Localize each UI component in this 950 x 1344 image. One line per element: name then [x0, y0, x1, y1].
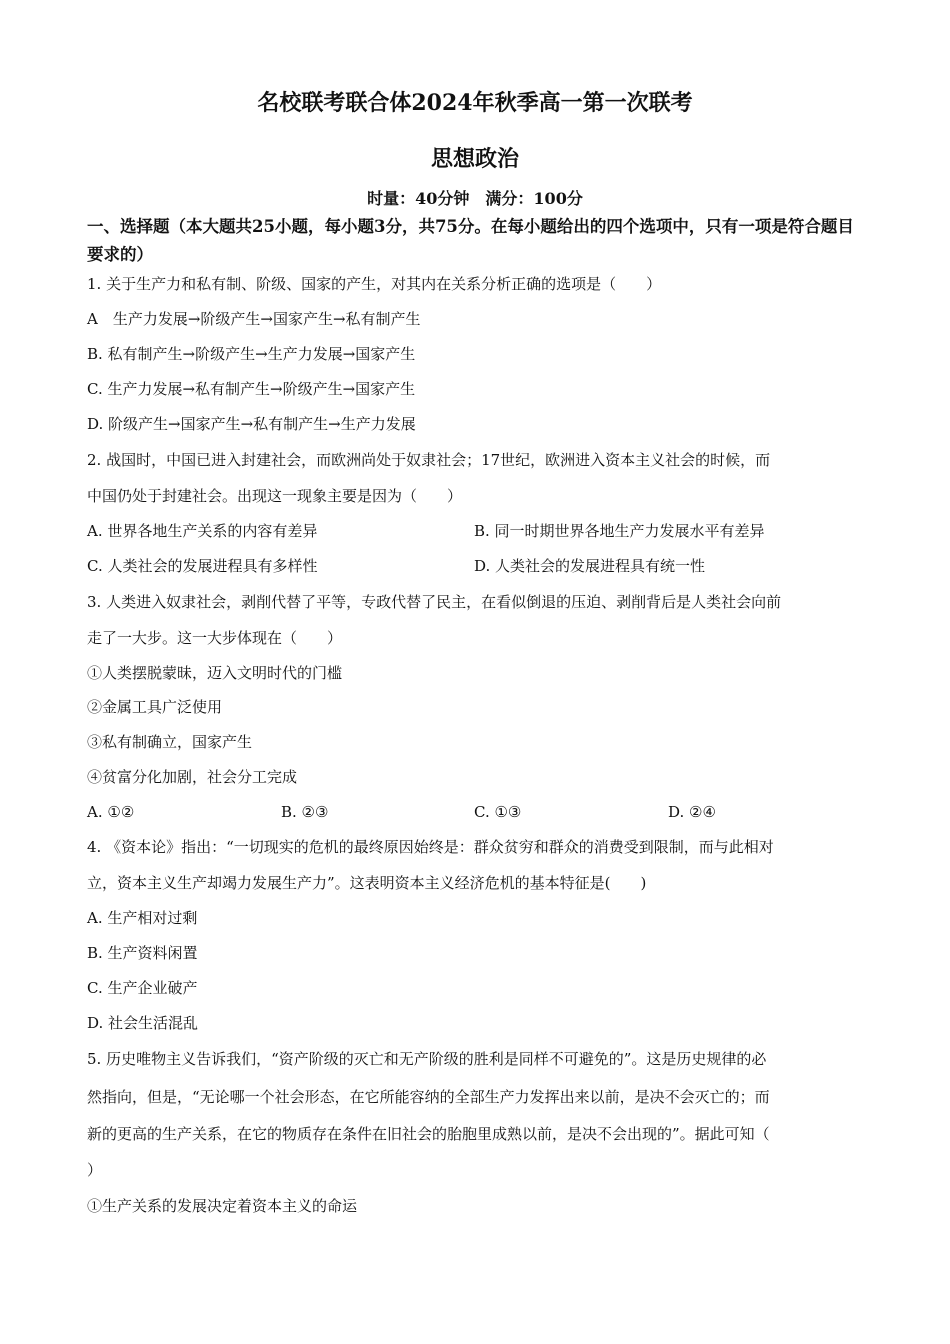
q5-statement-1: ①生产关系的发展决定着资本主义的命运: [87, 1197, 358, 1215]
q5-stem-line4: ）: [87, 1161, 103, 1179]
q3-statement-4: ④贫富分化加剧，社会分工完成: [87, 768, 298, 786]
subject-title: 思想政治: [430, 146, 519, 172]
section-heading: 一、选择题（本大题共25小题，每小题3分，共75分。在每小题给出的四个选项中，只有一项是符合题目要求的）: [87, 217, 854, 264]
q3-statement-1: ①人类摆脱蒙昧，迈入文明时代的门槛: [87, 664, 343, 682]
q1-option-b: B. 私有制产生→阶级产生→生产力发展→国家产生: [87, 345, 416, 363]
exam-title: 名校联考联合体2024年秋季高一第一次联考: [257, 90, 693, 116]
q4-stem-line1: 4. 《资本论》指出：“一切现实的危机的最终原因始终是：群众贫穷和群众的消费受到限制，而与此相对: [87, 838, 774, 856]
q2-option-d: D. 人类社会的发展进程具有统一性: [474, 557, 706, 575]
q4-option-a: A. 生产相对过剩: [87, 909, 198, 927]
q3-option-b: B. ②③: [281, 803, 329, 821]
q3-stem-line1: 3. 人类进入奴隶社会，剥削代替了平等，专政代替了民主，在看似倒退的压迫、剥削背后是人类社会向前: [87, 593, 782, 611]
q3-option-a: A. ①②: [87, 803, 135, 821]
q2-option-b: B. 同一时期世界各地生产力发展水平有差异: [474, 522, 765, 540]
q4-stem-line2: 立，资本主义生产却竭力发展生产力”。这表明资本主义经济危机的基本特征是( ): [87, 874, 647, 892]
q3-option-c: C. ①③: [474, 803, 522, 821]
q4-option-c: C. 生产企业破产: [87, 979, 198, 997]
q4-option-d: D. 社会生活混乱: [87, 1014, 199, 1032]
q2-option-a: A. 世界各地生产关系的内容有差异: [87, 522, 318, 540]
q3-stem-line2: 走了一大步。这一大步体现在（ ）: [87, 629, 343, 647]
q5-stem-line2: 然指向，但是，“无论哪一个社会形态，在它所能容纳的全部生产力发挥出来以前，是决不会灭亡的；而: [87, 1088, 770, 1106]
q5-stem-line3: 新的更高的生产关系，在它的物质存在条件在旧社会的胎胞里成熟以前，是决不会出现的”。据此可知（: [87, 1125, 770, 1143]
q5-stem-line1: 5. 历史唯物主义告诉我们，“资产阶级的灭亡和无产阶级的胜利是同样不可避免的”。这是历史规律的必: [87, 1050, 767, 1068]
q1-option-a: A 生产力发展→阶级产生→国家产生→私有制产生: [87, 310, 421, 328]
q4-option-b: B. 生产资料闲置: [87, 944, 198, 962]
time-score-line: 时量：40分钟 满分：100分: [367, 189, 583, 208]
q2-stem-line2: 中国仍处于封建社会。出现这一现象主要是因为（ ）: [87, 487, 463, 505]
q1-option-d: D. 阶级产生→国家产生→私有制产生→生产力发展: [87, 415, 416, 433]
q1-option-c: C. 生产力发展→私有制产生→阶级产生→国家产生: [87, 380, 416, 398]
q3-statement-3: ③私有制确立，国家产生: [87, 733, 253, 751]
q2-stem-line1: 2. 战国时，中国已进入封建社会，而欧洲尚处于奴隶社会；17世纪，欧洲进入资本主义社会的时候，而: [87, 451, 771, 469]
q3-option-d: D. ②④: [668, 803, 716, 821]
q1-stem: 1. 关于生产力和私有制、阶级、国家的产生，对其内在关系分析正确的选项是（ ）: [87, 275, 662, 293]
q2-option-c: C. 人类社会的发展进程具有多样性: [87, 557, 318, 575]
q3-statement-2: ②金属工具广泛使用: [87, 698, 223, 716]
